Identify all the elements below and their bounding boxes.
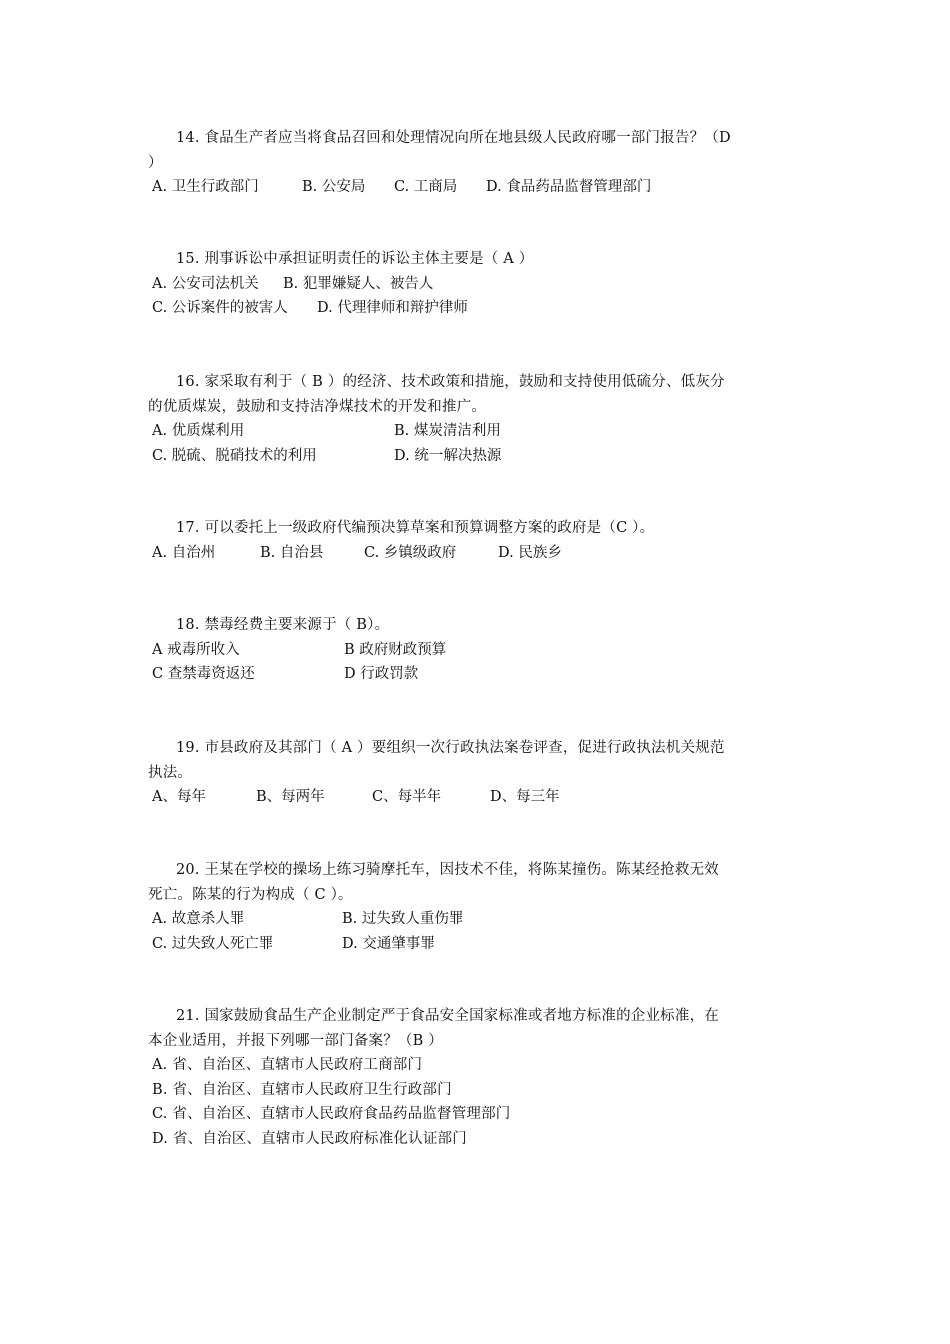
option-b: B 政府财政预算	[344, 641, 447, 658]
question-stem-cont: 死亡。陈某的行为构成（ C ）。	[148, 886, 353, 903]
option-d: D、每三年	[490, 789, 560, 805]
question-stem: 15. 刑事诉讼中承担证明责任的诉讼主体主要是（ A ）	[176, 251, 534, 267]
option-b: B、每两年	[256, 789, 325, 805]
option-d: D. 省、自治区、直辖市人民政府标准化认证部门	[152, 1130, 467, 1147]
option-b: B. 省、自治区、直辖市人民政府卫生行政部门	[152, 1081, 452, 1098]
option-c: C 查禁毒资返还	[152, 666, 255, 682]
option-c: C. 公诉案件的被害人	[152, 300, 288, 316]
option-d: D. 代理律师和辩护律师	[317, 300, 468, 316]
option-d: D. 统一解决热源	[394, 447, 502, 464]
options-row	[148, 662, 813, 687]
option-a: A. 自治州	[152, 544, 216, 561]
question-16	[148, 370, 813, 468]
option-c: C. 过失致人死亡罪	[152, 935, 274, 952]
question-stem: 17. 可以委托上一级政府代编预决算草案和预算调整方案的政府是（C ）。	[176, 520, 655, 536]
options-row	[148, 932, 813, 957]
question-20	[148, 858, 813, 956]
question-stem: 18. 禁毒经费主要来源于（ B）。	[176, 617, 390, 633]
option-c: C. 乡镇级政府	[364, 544, 457, 561]
option-d: D 行政罚款	[344, 666, 419, 682]
option-d: D. 食品药品监督管理部门	[486, 179, 652, 195]
question-stem-cont: 的优质煤炭，鼓励和支持洁净煤技术的开发和推广。	[148, 398, 487, 415]
option-b: B. 犯罪嫌疑人、被告人	[283, 275, 434, 292]
question-stem-cont: 执法。	[148, 764, 193, 781]
question-15	[148, 247, 813, 321]
question-17	[148, 516, 813, 565]
options-row	[148, 541, 813, 566]
options-row	[148, 785, 813, 810]
option-c: C、每半年	[372, 789, 442, 805]
option-b: B. 自治县	[260, 544, 324, 561]
option-a: A、每年	[152, 789, 206, 805]
option-a: A. 卫生行政部门	[152, 179, 259, 195]
option-a: A. 省、自治区、直辖市人民政府工商部门	[152, 1057, 423, 1073]
question-stem: 21. 国家鼓励食品生产企业制定严于食品安全国家标准或者地方标准的企业标准，在	[176, 1008, 719, 1024]
option-a: A. 故意杀人罪	[152, 911, 245, 927]
question-stem: 14. 食品生产者应当将食品召回和处理情况向所在地县级人民政府哪一部门报告？（D	[176, 130, 731, 146]
options-row	[148, 175, 813, 200]
question-stem: 19. 市县政府及其部门（ A ）要组织一次行政执法案卷评查，促进行政执法机关规范	[176, 740, 725, 756]
option-a: A 戒毒所收入	[152, 641, 240, 658]
options-row	[148, 638, 813, 663]
option-b: B. 煤炭清洁利用	[394, 423, 501, 439]
question-stem: 20. 王某在学校的操场上练习骑摩托车，因技术不佳，将陈某撞伤。陈某经抢救无效	[176, 862, 719, 878]
option-b: B. 过失致人重伤罪	[342, 911, 464, 927]
option-d: D. 民族乡	[498, 544, 562, 561]
question-stem-cont: 本企业适用，并报下列哪一部门备案？（B ）	[148, 1032, 443, 1049]
question-19	[148, 736, 813, 810]
options-row	[148, 296, 813, 321]
question-stem-cont: ）	[148, 154, 163, 171]
question-stem: 16. 家采取有利于（ B ）的经济、技术政策和措施，鼓励和支持使用低硫分、低灰分	[176, 374, 725, 390]
question-14	[148, 126, 813, 200]
option-b: B. 公安局	[302, 179, 366, 195]
options-row	[148, 419, 813, 444]
option-a: A. 公安司法机关	[152, 275, 259, 292]
options-row	[148, 272, 813, 297]
option-c: C. 脱硫、脱硝技术的利用	[152, 447, 317, 464]
options-row	[148, 907, 813, 932]
question-21	[148, 1004, 813, 1151]
options-row	[148, 444, 813, 469]
option-a: A. 优质煤利用	[152, 423, 245, 439]
option-d: D. 交通肇事罪	[342, 935, 435, 952]
option-c: C. 工商局	[394, 179, 458, 195]
option-c: C. 省、自治区、直辖市人民政府食品药品监督管理部门	[152, 1106, 511, 1122]
question-18	[148, 613, 813, 687]
